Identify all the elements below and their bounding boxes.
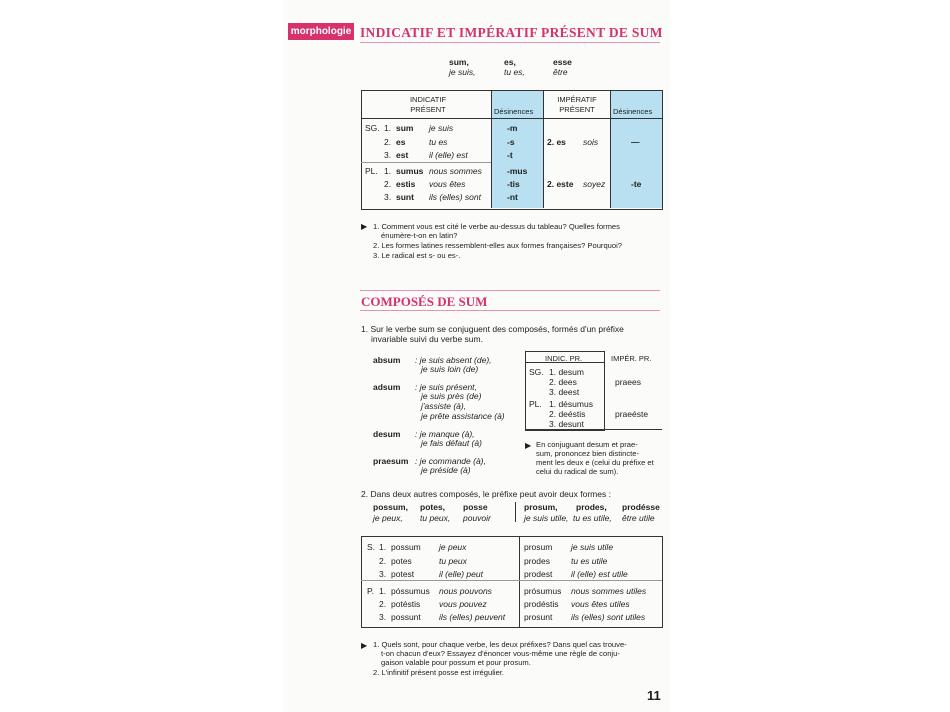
th-indicatif: INDICATIF PRÉSENT [409, 95, 447, 114]
row-french: nous sommes utiles [571, 586, 647, 596]
row-french: je suis utile [571, 542, 614, 552]
row-french: il (elle) peut [439, 569, 483, 579]
row-latin: possunt [391, 612, 421, 622]
row-desinence: -nt [507, 192, 518, 202]
form-latin: possum, [373, 502, 408, 512]
imp-french: soyez [583, 179, 606, 189]
row-latin: prodest [524, 569, 553, 579]
row-num: 1. [384, 123, 392, 133]
form-french: tu peux, [420, 513, 451, 523]
row-french: il (elle) est utile [571, 569, 628, 579]
label-pl: PL. [529, 399, 542, 409]
th-desinences-1: Désinences [494, 107, 534, 116]
row-latin: possum [391, 542, 421, 552]
compose-french: je prête assistance (à) [421, 411, 505, 421]
imp-desinence: — [631, 137, 640, 147]
page-number: 11 [647, 688, 661, 703]
indic-form: 1. désumus [549, 399, 593, 409]
row-latin: póssumus [391, 586, 430, 596]
indic-form: 2. dees [549, 377, 577, 387]
row-latin: sum [396, 123, 414, 133]
imper-form: praees [615, 377, 641, 387]
note-line: En conjuguant desum et prae- [536, 440, 638, 449]
row-french: ils (elles) sont utiles [571, 612, 646, 622]
compose-latin: adsum [373, 382, 401, 392]
page-title: INDICATIF ET IMPÉRATIF PRÉSENT DE SUM [360, 25, 663, 40]
row-french: tu peux [439, 556, 467, 566]
row-french: je suis [429, 123, 454, 133]
imp-form: 2. este [547, 179, 574, 189]
row-french: tu es [429, 137, 448, 147]
pp-french-1: je suis, [449, 67, 476, 77]
row-num: 1. [379, 542, 387, 552]
note-line: celui du radical de sum). [536, 467, 619, 476]
question-line: 3. Le radical est s- ou es-. [373, 251, 461, 260]
form-latin: prodes, [576, 502, 607, 512]
compose-french: je suis loin (de) [421, 364, 479, 374]
form-french: pouvoir [463, 513, 491, 523]
row-num: 2. [384, 179, 392, 189]
row-latin: prósumus [524, 586, 562, 596]
form-french: je suis utile, [524, 513, 569, 523]
row-french: ils (elles) peuvent [439, 612, 506, 622]
row-french: vous êtes [429, 179, 466, 189]
indic-form: 2. deéstis [549, 409, 586, 419]
point2-line: 2. Dans deux autres composés, le préfixe peut avoir deux formes : [361, 489, 611, 499]
row-latin: sunt [396, 192, 414, 202]
row-french: nous pouvons [439, 586, 492, 596]
indic-form: 3. desunt [549, 419, 584, 429]
section-rule [360, 290, 660, 291]
row-latin: prodéstis [524, 599, 559, 609]
form-latin: potes, [420, 502, 446, 512]
title-underline [360, 42, 660, 43]
row-latin: potes [391, 556, 412, 566]
compose-french: : je manque (à), [415, 429, 475, 439]
form-latin: prosum, [524, 502, 558, 512]
row-latin: potest [391, 569, 415, 579]
label-sg: SG. [365, 123, 380, 133]
pp-french-3: être [553, 67, 568, 77]
row-latin: prosunt [524, 612, 553, 622]
row-num: 3. [384, 192, 392, 202]
row-latin: es [396, 137, 406, 147]
label-pl: PL. [365, 166, 378, 176]
compose-french: je suis près (de) [421, 391, 482, 401]
label-p: P. [367, 586, 374, 596]
th-imper: IMPÉR. PR. [611, 354, 652, 363]
form-french: je peux, [373, 513, 403, 523]
pp-french-2: tu es, [504, 67, 525, 77]
compose-latin: praesum [373, 456, 409, 466]
row-desinence: -mus [507, 166, 528, 176]
pp-latin-1: sum, [449, 57, 469, 67]
row-latin: sumus [396, 166, 424, 176]
row-num: 1. [384, 166, 392, 176]
point1-line: 1. Sur le verbe sum se conjuguent des composés, formés d'un préfixe [361, 324, 624, 334]
row-french: vous pouvez [439, 599, 487, 609]
row-desinence: -tis [507, 179, 520, 189]
th-indic: INDIC. PR. [545, 354, 583, 363]
imp-form: 2. es [547, 137, 566, 147]
label-sg: SG. [529, 367, 544, 377]
compose-french: je fais défaut (à) [421, 438, 482, 448]
row-desinence: -s [507, 137, 515, 147]
row-latin: estis [396, 179, 416, 189]
triangle-bullet-icon: ▶ [361, 222, 368, 231]
imp-french: sois [583, 137, 599, 147]
row-french: il (elle) est [429, 150, 468, 160]
indic-form: 3. deest [549, 387, 580, 397]
row-french: tu es utile [571, 556, 608, 566]
imper-form: praeéste [615, 409, 649, 419]
compose-french: : je suis présent, [415, 382, 477, 392]
question-line: t-on chacun d'eux? Essayez d'énoncer vous-même une règle de conju- [381, 649, 620, 658]
row-desinence: -t [507, 150, 513, 160]
compose-french: : je commande (à), [415, 456, 486, 466]
form-french: être utile [622, 513, 655, 523]
indic-form: 1. desum [549, 367, 584, 377]
label-s: S. [367, 542, 376, 552]
row-num: 2. [384, 137, 392, 147]
note-line: ment les deux e (celui du préfixe et [536, 458, 654, 467]
section-title: COMPOSÉS DE SUM [361, 294, 488, 309]
compose-latin: absum [373, 355, 401, 365]
row-french: je peux [439, 542, 467, 552]
row-latin: est [396, 150, 409, 160]
compose-french: j'assiste (à), [421, 401, 467, 411]
row-num: 3. [384, 150, 392, 160]
question-line: 1. Comment vous est cité le verbe au-dessus du tableau? Quelles formes [373, 222, 620, 231]
row-french: nous sommes [429, 166, 482, 176]
compose-latin: desum [373, 429, 401, 439]
section-tab: morphologie [288, 23, 354, 40]
point1-line: invariable suivi du verbe sum. [371, 334, 483, 344]
question-line: énumère-t-on en latin? [381, 231, 458, 240]
form-latin: prodésse [622, 502, 660, 512]
question-line: 2. Les formes latines ressemblent-elles aux formes françaises? Pourquoi? [373, 241, 623, 250]
compose-french: : je suis absent (de), [415, 355, 492, 365]
pp-latin-3: esse [553, 57, 572, 67]
row-latin: prodes [524, 556, 550, 566]
question-line: gaison valable pour possum et pour prosum. [381, 658, 531, 667]
row-num: 2. [379, 556, 387, 566]
row-latin: potéstis [391, 599, 421, 609]
th-desinences-2: Désinences [613, 107, 653, 116]
section-underline [360, 310, 660, 311]
note-line: sum, prononcez bien distincte- [536, 449, 639, 458]
form-french: tu es utile, [573, 513, 612, 523]
th-imperatif: IMPÉRATIF PRÉSENT [557, 95, 597, 114]
question-line: 1. Quels sont, pour chaque verbe, les deux préfixes? Dans quel cas trouve- [373, 640, 627, 649]
question-line: 2. L'infinitif présent posse est irrégulier. [373, 668, 505, 677]
compose-french: je préside (à) [421, 465, 471, 475]
pp-latin-2: es, [504, 57, 516, 67]
row-latin: prosum [524, 542, 553, 552]
row-french: vous êtes utiles [571, 599, 630, 609]
row-num: 3. [379, 569, 387, 579]
row-num: 3. [379, 612, 387, 622]
row-french: ils (elles) sont [429, 192, 481, 202]
row-desinence: -m [507, 123, 518, 133]
form-latin: posse [463, 502, 488, 512]
row-num: 1. [379, 586, 387, 596]
row-num: 2. [379, 599, 387, 609]
triangle-bullet-icon: ▶ [525, 441, 532, 450]
imp-desinence: -te [631, 179, 642, 189]
textbook-page [283, 0, 670, 712]
triangle-bullet-icon: ▶ [361, 641, 368, 650]
